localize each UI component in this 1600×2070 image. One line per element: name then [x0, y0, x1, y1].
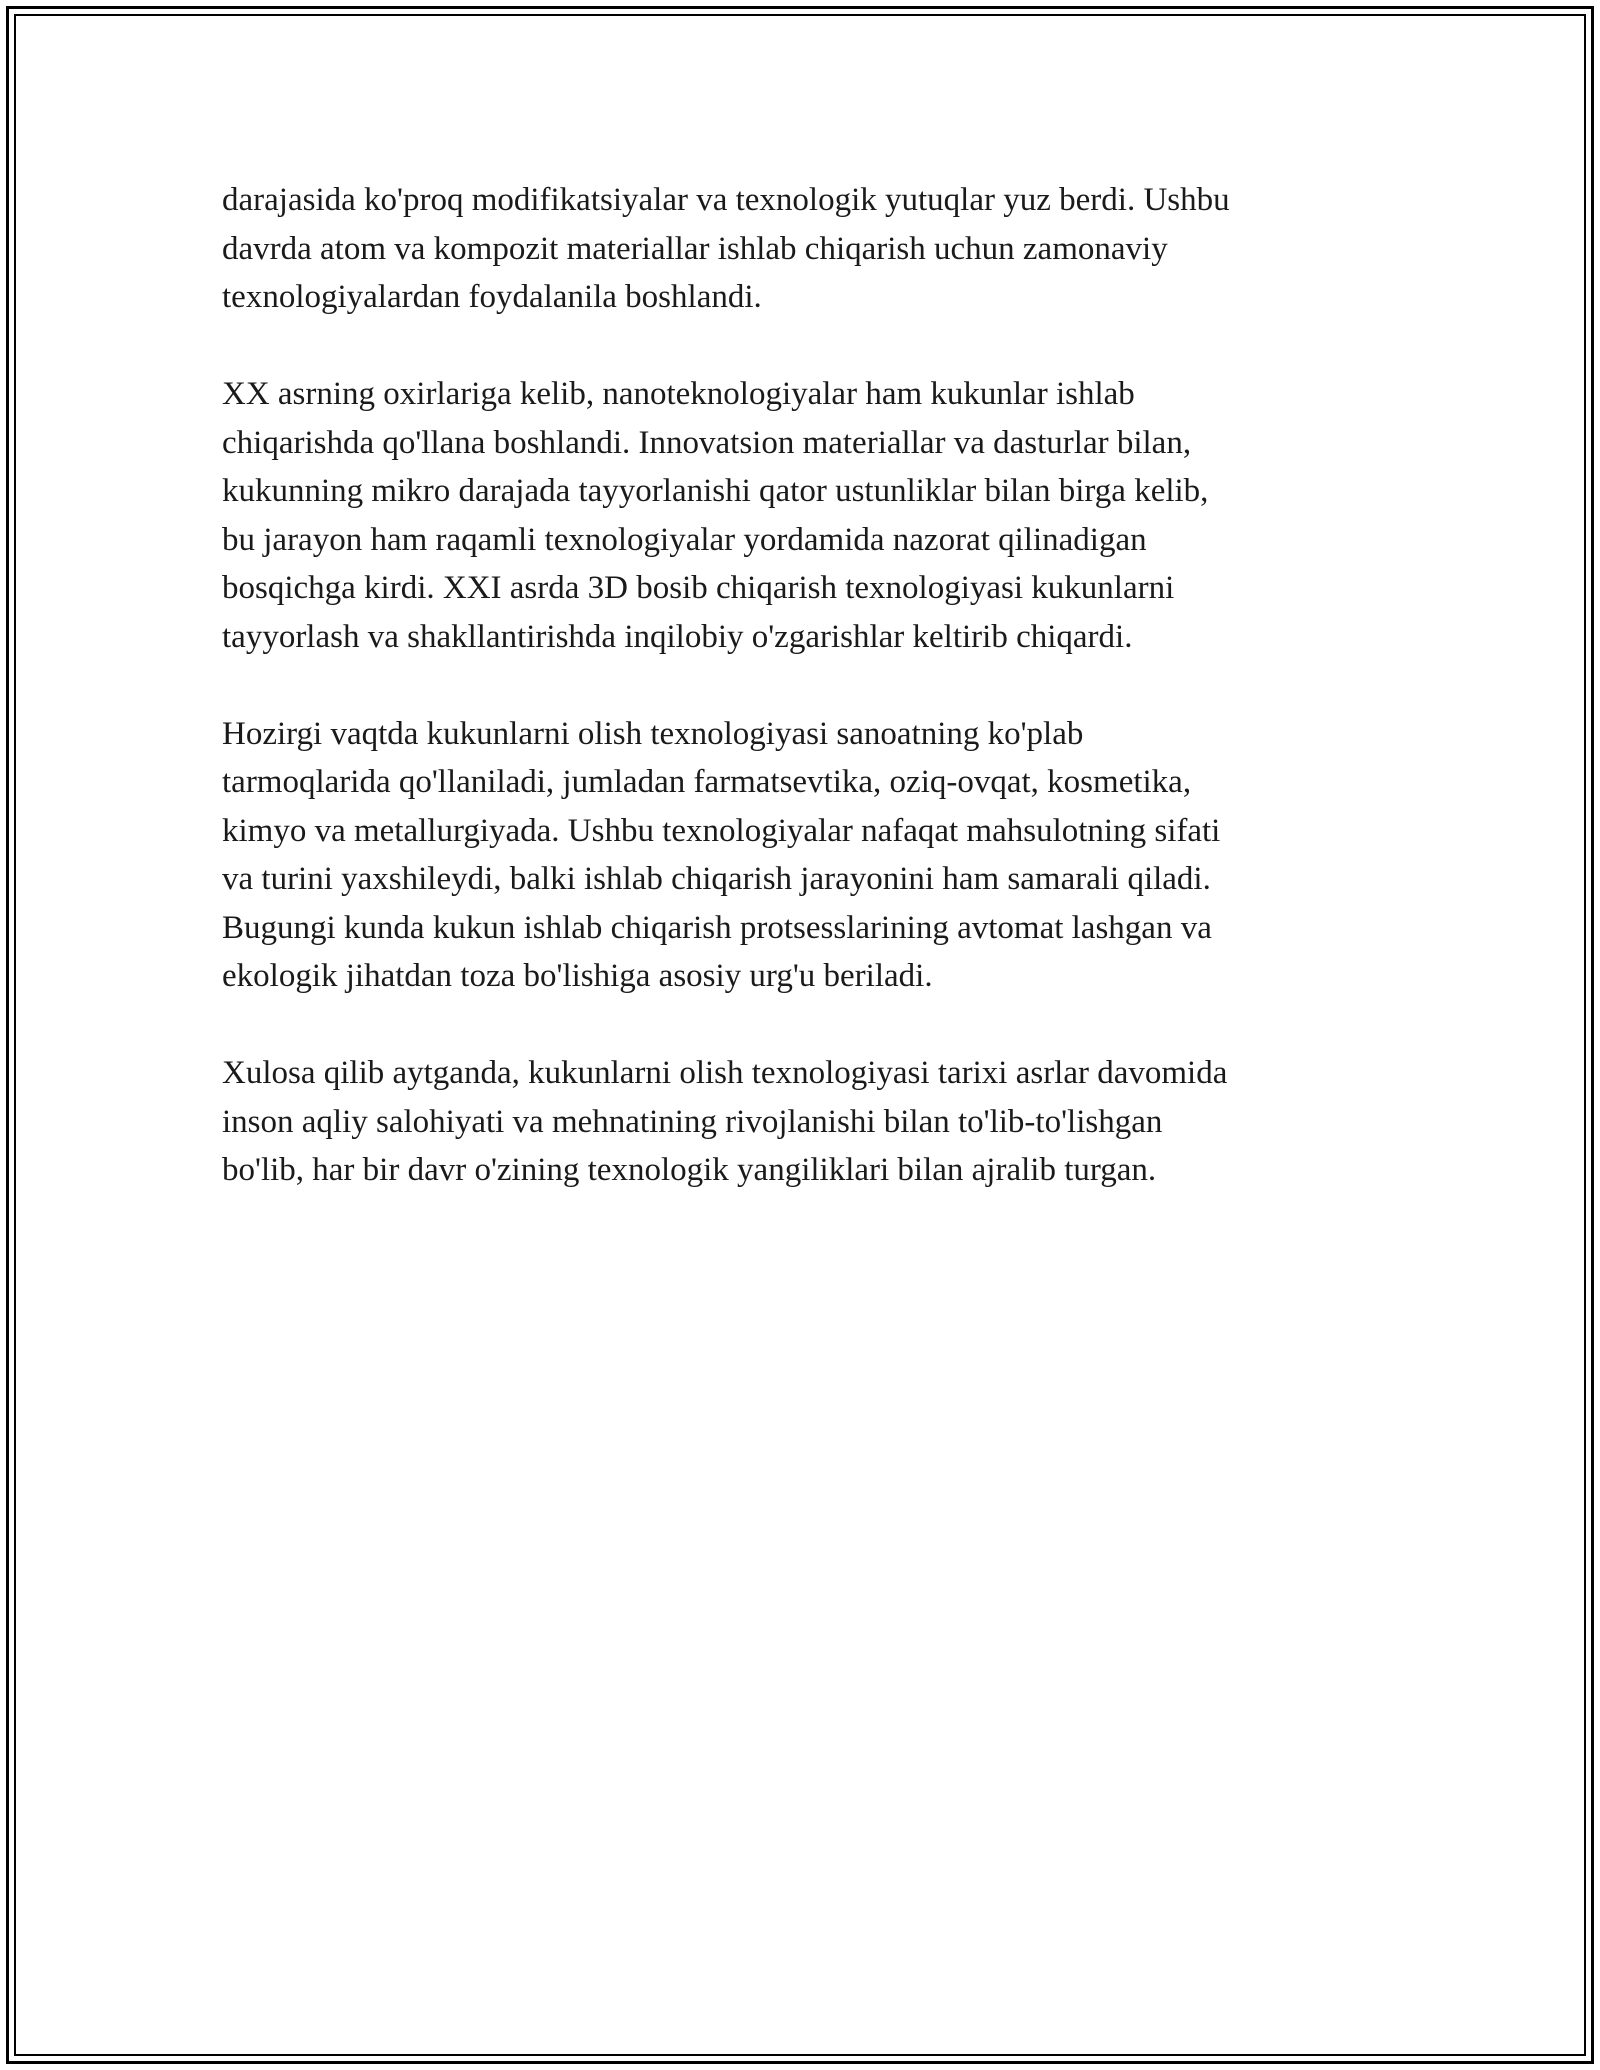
text-line: kukunning mikro darajada tayyorlanishi qator ustunliklar bilan birga kelib,: [222, 473, 1209, 509]
paragraph-1: [222, 176, 1362, 322]
text-line: davrda atom va kompozit materiallar ishlab chiqarish uchun zamonaviy: [222, 230, 1168, 267]
text-line: XX asrning oxirlariga kelib, nanoteknologiyalar ham kukunlar ishlab: [222, 376, 1135, 412]
text-line: Xulosa qilib aytganda, kukunlarni olish texnologiyasi tarixi asrlar davomida: [222, 1055, 1228, 1091]
text-line: tayyorlash va shakllantirishda inqilobiy o'zgarishlar keltirib chiqardi.: [222, 618, 1133, 655]
text-line: bo'lib, har bir davr o'zining texnologik yangiliklari bilan ajralib turgan.: [222, 1152, 1157, 1188]
paragraph-4: [222, 1049, 1362, 1195]
paragraph-3: [222, 710, 1362, 1001]
text-line: inson aqliy salohiyati va mehnatining rivojlanishi bilan to'lib-to'lishgan: [222, 1103, 1163, 1140]
paragraph-2: [222, 370, 1362, 661]
text-line: ekologik jihatdan toza bo'lishiga asosiy urg'u beriladi.: [222, 958, 933, 994]
text-line: kimyo va metallurgiyada. Ushbu texnologiyalar nafaqat mahsulotning sifati: [222, 812, 1221, 849]
text-line: tarmoqlarida qo'llaniladi, jumladan farmatsevtika, oziq-ovqat, kosmetika,: [222, 764, 1192, 800]
text-line: Bugungi kunda kukun ishlab chiqarish protsesslarining avtomat lashgan va: [222, 909, 1212, 946]
text-line: darajasida ko'proq modifikatsiyalar va texnologik yutuqlar yuz berdi. Ushbu: [222, 182, 1230, 218]
text-line: texnologiyalardan foydalanila boshlandi.: [222, 279, 762, 315]
text-line: bosqichga kirdi. XXI asrda 3D bosib chiqarish texnologiyasi kukunlarni: [222, 570, 1175, 606]
text-line: chiqarishda qo'llana boshlandi. Innovatsion materiallar va dasturlar bilan,: [222, 424, 1192, 461]
document-body: [222, 176, 1362, 1243]
text-line: bu jarayon ham raqamli texnologiyalar yordamida nazorat qilinadigan: [222, 521, 1147, 558]
text-line: va turini yaxshileydi, balki ishlab chiqarish jarayonini ham samarali qiladi.: [222, 861, 1211, 897]
text-line: Hozirgi vaqtda kukunlarni olish texnologiyasi sanoatning ko'plab: [222, 715, 1084, 752]
